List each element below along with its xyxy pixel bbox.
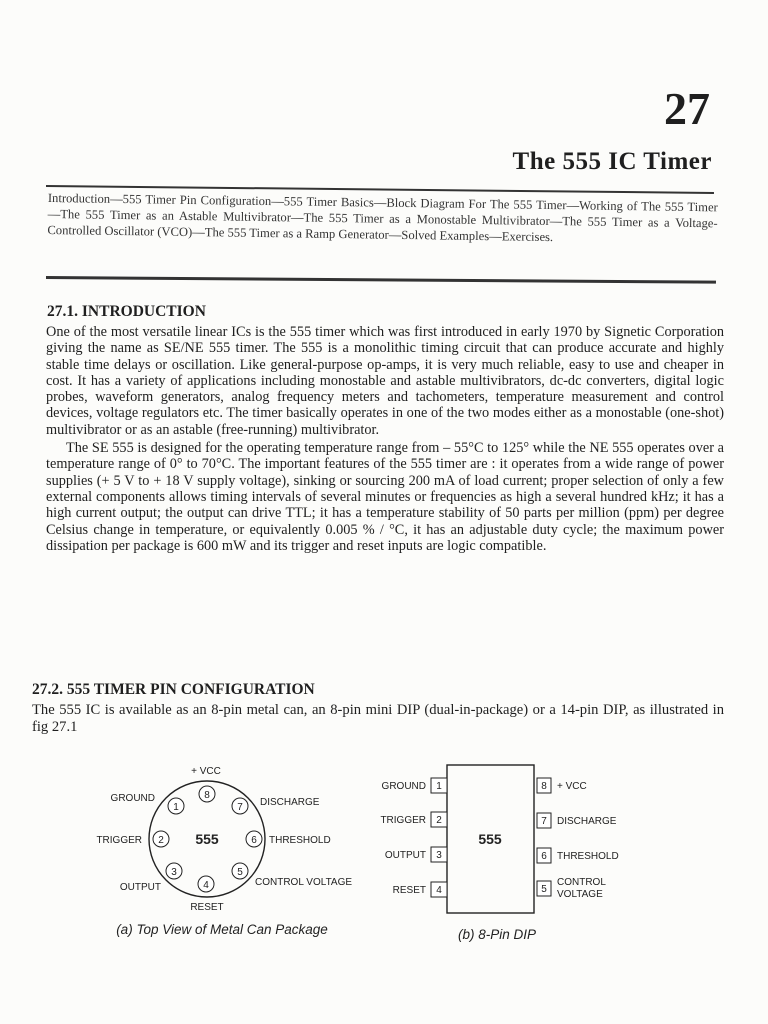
- dip-pin-5: [537, 877, 608, 900]
- dip-pin-6-label: THRESHOLD: [557, 851, 619, 862]
- dip-pin-6: [537, 848, 619, 863]
- bottom-rule: [46, 276, 716, 284]
- can-pin-7: [232, 797, 320, 814]
- figure-b-caption: (b) 8-Pin DIP: [457, 927, 537, 942]
- svg-text:1: 1: [436, 781, 442, 792]
- dip-chip-label: 555: [478, 831, 502, 847]
- figure-a-caption: (a) Top View of Metal Can Package: [116, 922, 328, 937]
- figure-27-1: [0, 755, 768, 945]
- dip-pin-5-label: [557, 877, 608, 900]
- dip-pin-3-label: OUTPUT: [384, 850, 426, 861]
- svg-text:4: 4: [203, 880, 209, 891]
- can-pin-3: [120, 863, 182, 893]
- can-pin-5-label: CONTROL VOLTAGE: [255, 877, 353, 888]
- dip-pin-7: [537, 813, 617, 828]
- dip-diagram: [380, 765, 618, 942]
- can-pin-2: [96, 831, 169, 847]
- pin-configuration-paragraph: The 555 IC is available as an 8-pin metal can, an 8-pin mini DIP (dual-in-package) or a 14-pin DIP, as illustrated in fig 27.1: [32, 702, 724, 735]
- dip-pin-4-label: RESET: [392, 885, 426, 896]
- can-pin-6: [246, 831, 331, 847]
- svg-text:6: 6: [541, 851, 547, 862]
- can-pin-2-label: TRIGGER: [96, 835, 142, 846]
- dip-pin-2-label: TRIGGER: [380, 815, 426, 826]
- dip-pin-8-label: + VCC: [557, 781, 587, 792]
- dip-pin-7-label: DISCHARGE: [557, 816, 617, 827]
- dip-pin-8: [537, 778, 587, 793]
- svg-text:5: 5: [237, 867, 243, 878]
- svg-text:4: 4: [436, 885, 442, 896]
- introduction-paragraph-1: One of the most versatile linear ICs is the 555 timer which was first introduced in early 1970 by Signetic Corporation giving the name as SE/NE 555 timer. The 555 is a monolithic timing circuit that can produce accurate and highly stable time delays or oscillation. Like general-purpose op-amps, it is very much reliable, easy to use and cheaper in cost. It has a variety of applications including monostable and astable multivibrators, dc-dc converters, digital logic probes, waveform generators, analog frequency meters and tachometers, temperature measurement and control devices, voltage regulators etc. The timer basically operates in one of the two modes either as a monostable (one-shot) multivibrator or as an astable (free-running) multivibrator.: [46, 324, 724, 438]
- can-pin-6-label: THRESHOLD: [269, 835, 331, 846]
- svg-text:8: 8: [204, 790, 210, 801]
- svg-text:3: 3: [171, 867, 177, 878]
- can-pin-1-label: GROUND: [110, 793, 155, 804]
- chapter-number: 27: [664, 83, 710, 134]
- dip-pin-1-label: GROUND: [381, 781, 426, 792]
- svg-text:6: 6: [251, 835, 257, 846]
- svg-text:2: 2: [436, 815, 442, 826]
- dip-pin-4: [393, 882, 447, 897]
- can-pin-4-label: RESET: [190, 902, 224, 913]
- can-chip-label: 555: [195, 831, 219, 847]
- svg-text:1: 1: [173, 802, 179, 813]
- can-pin-8: [199, 786, 215, 802]
- can-pin-1: [111, 793, 184, 814]
- can-pin-4: [190, 876, 223, 913]
- svg-text:7: 7: [237, 802, 243, 813]
- section-heading-pin-configuration: 27.2. 555 TIMER PIN CONFIGURATION: [32, 681, 315, 698]
- can-pin-7-label: DISCHARGE: [260, 797, 320, 808]
- svg-text:2: 2: [158, 835, 164, 846]
- metal-can-diagram: [96, 766, 352, 937]
- chapter-title: The 555 IC Timer: [512, 148, 712, 175]
- introduction-body: [46, 324, 724, 554]
- svg-text:5: 5: [541, 884, 547, 895]
- svg-text:3: 3: [436, 850, 442, 861]
- svg-text:7: 7: [541, 816, 547, 827]
- can-vcc-label: + VCC: [191, 766, 221, 777]
- section-heading-introduction: 27.1. INTRODUCTION: [47, 303, 206, 320]
- dip-pin-2: [380, 812, 447, 827]
- dip-pin-5-label-text: CONTROL: [557, 877, 606, 888]
- can-pin-5: [232, 863, 352, 888]
- introduction-paragraph-2: The SE 555 is designed for the operating temperature range from – 55°C to 125° while the NE 555 operates over a temperature range of 0° to 70°C. The important features of the 555 timer are : it operates from a wide range of power supplies (+ 5 V to + 18 V supply voltage), sinking or sourcing 200 mA of load current; proper selection of only a few external components allows timing intervals of several minutes or frequencies as high a several hundred kHz; it has a high current output; the output can drive TTL; it has a temperature stability of 50 parts per million (ppm) per degree Celsius change in temperature, or equivalently 0.005 % / °C, it has an adjustable duty cycle; the maximum power dissipation per package is 600 mW and its trigger and reset inputs are logic compatible.: [46, 440, 724, 554]
- dip-pin-3: [385, 847, 447, 862]
- dip-pin-5-label-text-line2: VOLTAGE: [557, 889, 603, 900]
- svg-text:8: 8: [541, 781, 547, 792]
- can-pin-3-label: OUTPUT: [119, 882, 161, 893]
- chapter-contents: Introduction—555 Timer Pin Configuration—555 Timer Basics—Block Diagram For The 555 Timer—Working of The 555 Timer—The 555 Timer as an Astable Multivibrator—The 555 Timer as a Monostable Multivibrator—The 555 Timer as a Voltage-Controlled Oscillator (VCO)—The 555 Timer as a Ramp Generator—Solved Examples—Exercises.: [47, 190, 718, 245]
- dip-pin-1: [382, 778, 447, 793]
